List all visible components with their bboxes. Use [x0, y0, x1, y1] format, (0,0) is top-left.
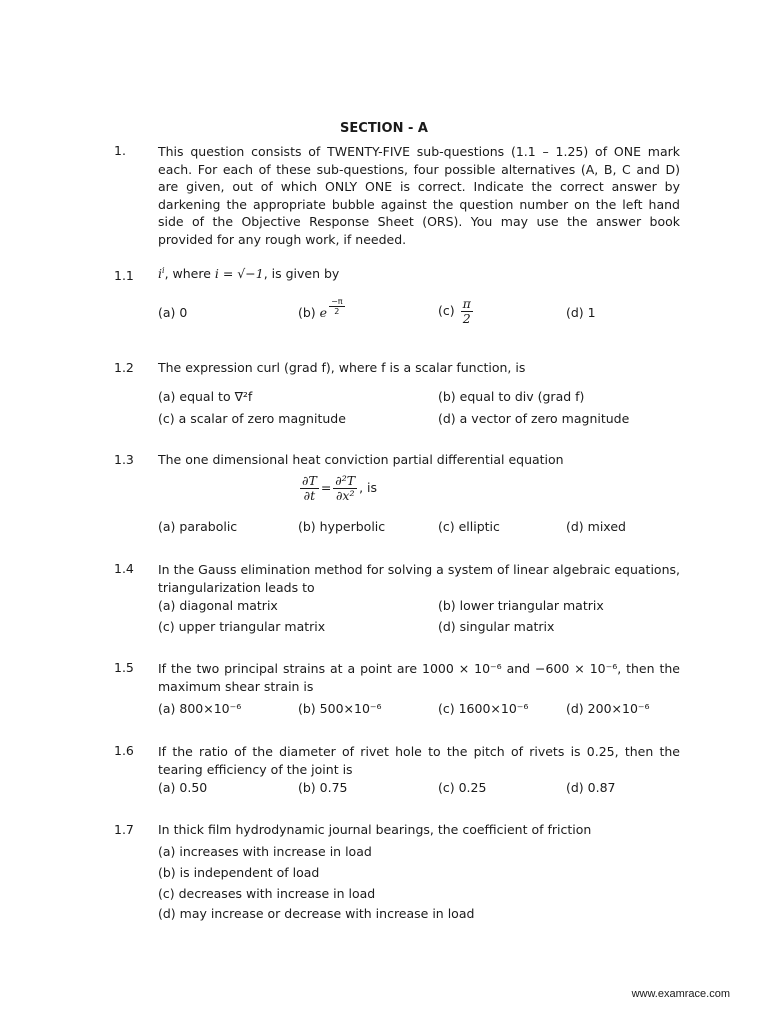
fraction [461, 297, 473, 326]
denominator: ∂t [303, 488, 316, 503]
math-i: i [158, 266, 162, 282]
option-c: (c) 0.25 [438, 780, 487, 795]
option-label: (c) [438, 303, 459, 318]
option-b: (b) 500×10⁻⁶ [298, 701, 382, 716]
exponent-denominator: 2 [334, 307, 340, 316]
option-c: (c) upper triangular matrix [158, 619, 326, 634]
question-text: In the Gauss elimination method for solving a system of linear algebraic equations, triangularization leads to [158, 562, 680, 595]
option-a: (a) 0 [158, 305, 188, 320]
option-c: (c) elliptic [438, 519, 500, 534]
option-a: (a) 800×10⁻⁶ [158, 701, 242, 716]
question-number: 1.7 [114, 822, 134, 837]
option-d: (d) a vector of zero magnitude [438, 411, 630, 426]
question-instructions: This question consists of TWENTY-FIVE sub-questions (1.1 – 1.25) of ONE mark each. For each of these sub-questions, four possible alternatives (A, B, C and D) are given, out of which ONLY ONE is correct. Indicate the correct answer by darkening the appropriate bubble against the question number on the left hand side of the Objective Response Sheet (ORS). You may use the answer book provided for any rough work, if needed. [158, 144, 680, 247]
denominator: 2 [462, 311, 471, 326]
equation [298, 474, 377, 503]
option-a: (a) diagonal matrix [158, 598, 278, 613]
numerator: ∂²T [335, 473, 356, 488]
question-text: The one dimensional heat conviction partial differential equation [158, 452, 564, 467]
question-text: If the two principal strains at a point are 1000 × 10⁻⁶ and −600 × 10⁻⁶, then the maximum shear strain is [158, 661, 680, 694]
question-text: If the ratio of the diameter of rivet hole to the pitch of rivets is 0.25, then the tearing efficiency of the joint is [158, 744, 680, 777]
option-a: (a) parabolic [158, 519, 238, 534]
option-b [298, 297, 347, 320]
section-title: SECTION - A [340, 121, 428, 136]
option-a: (a) equal to ∇²f [158, 389, 253, 404]
exponent-numerator: −π [331, 297, 343, 306]
option-label: (b) [298, 305, 320, 320]
exponent-fraction [329, 297, 345, 316]
question-text: The expression curl (grad f), where f is a scalar function, is [158, 360, 526, 375]
equation-tail: , is [359, 480, 378, 495]
math-sup-i: i [162, 266, 165, 275]
numerator: ∂T [302, 473, 317, 488]
rhs-fraction [333, 474, 357, 503]
math-e: e [319, 305, 328, 320]
lhs-fraction [300, 474, 319, 503]
option-a: (a) increases with increase in load [158, 844, 372, 859]
option-d: (d) 1 [566, 305, 596, 320]
option-a: (a) 0.50 [158, 780, 208, 795]
option-d: (d) mixed [566, 519, 626, 534]
option-c: (c) a scalar of zero magnitude [158, 411, 346, 426]
option-c: (c) 1600×10⁻⁶ [438, 701, 529, 716]
footer-url: www.examrace.com [631, 988, 730, 1000]
text-fragment: , where [164, 266, 215, 282]
option-c: (c) decreases with increase in load [158, 886, 376, 901]
question-number: 1.4 [114, 561, 134, 576]
option-b: (b) is independent of load [158, 865, 320, 880]
text-fragment: , is given by [263, 266, 340, 282]
option-d: (d) singular matrix [438, 619, 555, 634]
numerator: π [462, 296, 471, 311]
option-d: (d) 0.87 [566, 780, 616, 795]
option-b: (b) hyperbolic [298, 519, 386, 534]
math-i: i [214, 266, 219, 282]
option-d: (d) 200×10⁻⁶ [566, 701, 650, 716]
denominator: ∂x² [335, 488, 355, 503]
question-number: 1.6 [114, 743, 134, 758]
option-b: (b) equal to div (grad f) [438, 389, 585, 404]
question-number: 1.1 [114, 268, 134, 283]
question-number: 1. [114, 143, 126, 158]
question-text [158, 266, 339, 281]
option-d: (d) may increase or decrease with increase in load [158, 906, 475, 921]
math-sqrt: = √−1 [218, 266, 264, 282]
equals-sign: = [320, 480, 332, 495]
option-b: (b) lower triangular matrix [438, 598, 604, 613]
question-number: 1.2 [114, 360, 134, 375]
question-number: 1.3 [114, 452, 134, 467]
question-number: 1.5 [114, 660, 134, 675]
option-c [438, 297, 475, 326]
question-text: In thick film hydrodynamic journal bearings, the coefficient of friction [158, 822, 592, 837]
option-b: (b) 0.75 [298, 780, 348, 795]
